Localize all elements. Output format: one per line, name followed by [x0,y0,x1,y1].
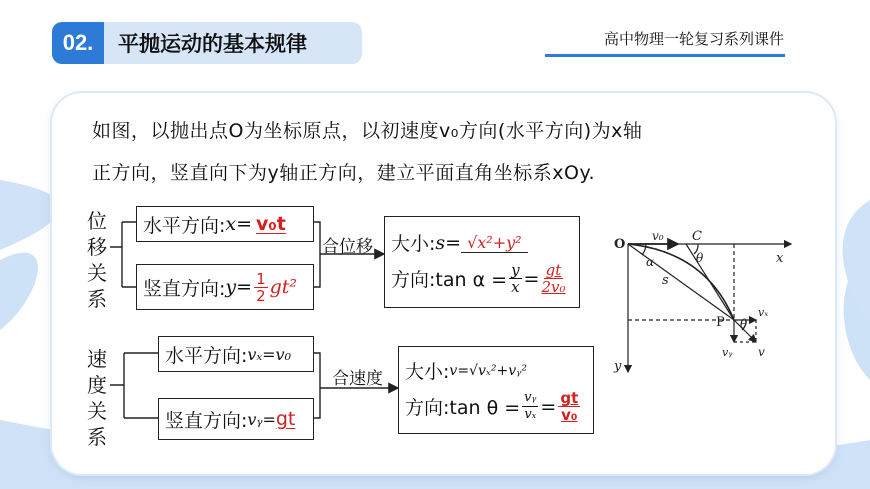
fraction-denominator: 2v₀ [541,278,566,296]
course-name: 高中物理一轮复习系列课件 [603,30,784,48]
displacement-horizontal-label: 水平方向: [143,214,226,237]
intro-line-2: 正方向，竖直向下为y轴正方向，建立平面直角坐标系xOy. [92,162,596,184]
velocity-direction-label: 方向:tan θ = [405,397,521,419]
projectile-diagram [606,222,806,382]
displacement-group-label: 位移关系 [87,209,107,311]
velocity-vertical-var: vᵧ= [247,409,276,429]
displacement-vertical-var: y= [225,276,253,298]
displacement-horizontal-box [136,206,314,242]
displacement-result-box [384,216,580,308]
displacement-vertical-box [136,264,314,310]
y-axis-label: y [614,359,622,374]
point-p-label: P [716,315,725,330]
equals-sign: = [523,267,540,290]
displacement-magnitude-var: s= [435,231,462,254]
displacement-direction-row [391,262,568,295]
theta-p-label: θ [740,317,748,331]
displacement-direction-fraction [509,262,521,295]
fraction-denominator: x [511,278,520,296]
x-axis-label: x [776,251,784,266]
tangent-line [686,244,734,320]
displacement-vertical-label: 竖直方向: [143,277,226,300]
section-number-badge: 02. [52,22,104,64]
fraction-numerator: 1 [256,269,266,288]
velocity-vertical-answer: gt [275,408,296,430]
velocity-horizontal-box [158,336,314,372]
velocity-group-label: 速度关系 [87,347,107,449]
velocity-horizontal-label: 水平方向: [165,344,248,367]
intro-paragraph [92,110,812,194]
displacement-vertical-answer: gt² [269,276,298,298]
alpha-label: α [646,255,655,269]
velocity-magnitude-expr: v=√vₓ²+vᵧ² [449,362,527,379]
fraction-numerator: vᵧ [524,390,537,405]
theta-top-label: θ [696,251,704,265]
displacement-horizontal-var: x= [225,213,253,235]
fraction-numerator: gt [545,261,562,279]
equals-sign: = [540,395,557,418]
displacement-direction-label: 方向:tan α = [391,269,508,291]
vy-label: vᵧ [722,346,733,359]
displacement-direction-answer [541,262,565,295]
displacement-magnitude-label: 大小: [391,233,436,255]
v0-label: v₀ [652,229,664,243]
vx-label: vₓ [758,306,769,319]
origin-label: O [614,237,626,252]
combined-displacement-label: 合位移 [322,237,373,257]
velocity-direction-fraction [522,390,538,423]
displacement-line [628,244,734,320]
fraction-denominator: vₓ [524,407,537,422]
section-title: 平抛运动的基本规律 [104,22,362,64]
point-c-label: C [692,229,702,244]
displacement-magnitude-answer: √x²+y² [461,233,528,253]
v-label: v [758,345,765,359]
velocity-vertical-label: 竖直方向: [165,409,248,432]
combined-velocity-label: 合速度 [332,369,383,389]
velocity-direction-answer [558,390,580,423]
velocity-magnitude-label: 大小: [405,361,450,383]
velocity-magnitude-row [405,357,527,384]
velocity-horizontal-expr: vₓ=v₀ [247,344,291,364]
velocity-direction-row [405,390,582,423]
displacement-vertical-fraction [254,271,268,304]
velocity-vertical-box [158,398,314,440]
fraction-denominator: 2 [256,286,266,305]
displacement-magnitude-row [391,229,528,256]
s-label: s [662,273,669,288]
displacement-horizontal-answer: v₀t [256,213,286,235]
fraction-numerator: gt [560,389,579,407]
velocity-result-box [398,346,594,434]
fraction-denominator: v₀ [561,406,578,424]
intro-line-1: 如图，以抛出点O为坐标原点，以初速度v₀方向(水平方向)为x轴 [92,120,643,142]
fraction-numerator: y [511,261,520,279]
